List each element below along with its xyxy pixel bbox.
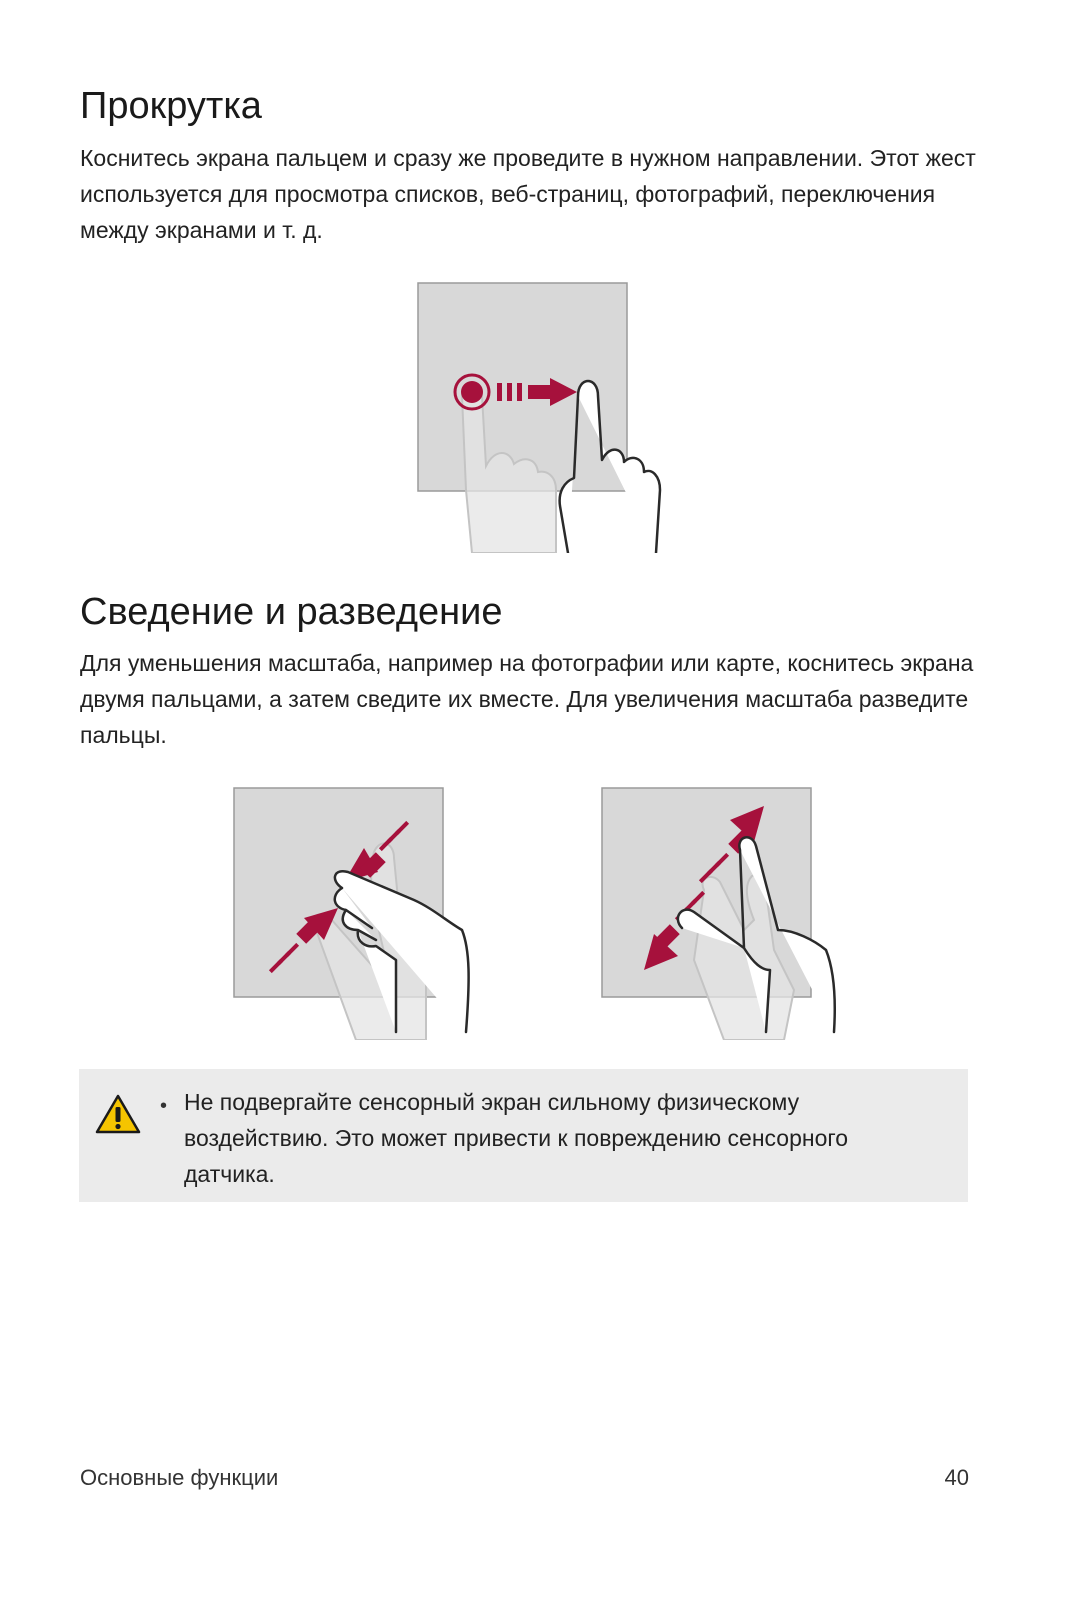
- pinch-in-illustration: [226, 780, 486, 1040]
- section-title-scroll: Прокрутка: [80, 85, 262, 127]
- warning-note: [79, 1069, 968, 1202]
- warning-text: Не подвергайте сенсорный экран сильному физическому воздействию. Это может привести к повреждению сенсорного датчика.: [184, 1089, 849, 1187]
- section-body-pinch: Для уменьшения масштаба, например на фотографии или карте, коснитесь экрана двумя пальцами, а затем сведите их вместе. Для увеличения масштаба разведите пальцы.: [80, 650, 974, 748]
- bullet-marker: •: [160, 1095, 168, 1117]
- swipe-gesture-illustration: [410, 278, 670, 553]
- warning-triangle-icon: [95, 1093, 141, 1135]
- section-title-pinch: Сведение и разведение: [80, 591, 503, 633]
- touch-point: [461, 381, 483, 403]
- page-number: 40: [944, 1465, 969, 1490]
- footer-section-label: Основные функции: [80, 1465, 279, 1490]
- pinch-out-illustration: [594, 780, 854, 1040]
- section-body-scroll: Коснитесь экрана пальцем и сразу же проведите в нужном направлении. Этот жест используется для просмотра списков, веб-страниц, фотографий, переключения между экранами и т. д.: [80, 145, 976, 243]
